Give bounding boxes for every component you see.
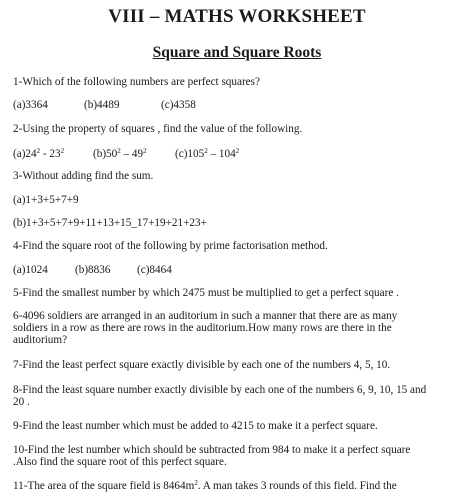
question-11 [13, 480, 397, 493]
question-6-line-2: soldiers in a row as there are rows in the auditorium.How many rows are there in the [13, 322, 392, 334]
question-9: 9-Find the least number which must be added to 4215 to make it a perfect square. [13, 420, 378, 432]
q2-a-base2: - 23 [40, 148, 61, 160]
question-4-options [13, 264, 172, 277]
q2-option-a [13, 148, 93, 161]
q2-c-exponent1: 2 [204, 147, 208, 155]
q2-option-c [175, 148, 239, 161]
q2-a-base1: (a)24 [13, 148, 37, 160]
question-3: 3-Without adding find the sum. [13, 170, 154, 182]
question-2-options [13, 148, 239, 161]
q2-a-exponent2: 2 [60, 147, 65, 155]
question-6-line-1: 6-4096 soldiers are arranged in an auditorium in such a manner that there are as many [13, 310, 398, 322]
q11-text-end: . A man takes 3 rounds of this field. Find the [197, 480, 397, 492]
q1-option-c: (c)4358 [161, 99, 196, 111]
question-1: 1-Which of the following numbers are perfect squares? [13, 76, 260, 88]
question-7: 7-Find the least perfect square exactly divisible by each one of the numbers 4, 5, 10. [13, 359, 391, 371]
q1-option-a: (a)3364 [13, 99, 48, 111]
q4-option-a: (a)1024 [13, 264, 48, 276]
q3-option-a: (a)1+3+5+7+9 [13, 194, 79, 206]
q2-c-base2: – 104 [207, 148, 236, 160]
question-8-line-1: 8-Find the least square number exactly divisible by each one of the numbers 6, 9, 10, 15 and [13, 384, 427, 396]
q2-b-exponent1: 2 [117, 147, 121, 155]
question-6-line-3: auditorium? [13, 334, 68, 346]
q11-text-start: 11-The area of the square field is 8464m [13, 480, 195, 492]
q2-b-base1: (b)50 [93, 148, 118, 160]
question-4: 4-Find the square root of the following by prime factorisation method. [13, 240, 328, 252]
question-2: 2-Using the property of squares , find the value of the following. [13, 123, 303, 135]
q3-option-b: (b)1+3+5+7+9+11+13+15_17+19+21+23+ [13, 217, 207, 229]
q4-option-c: (c)8464 [137, 264, 172, 276]
worksheet-title: VIII – MATHS WORKSHEET [108, 6, 366, 27]
q4-option-b: (b)8836 [75, 264, 111, 276]
question-10-line-1: 10-Find the lest number which should be subtracted from 984 to make it a perfect square [13, 444, 411, 456]
q11-exponent: 2 [194, 479, 198, 487]
q2-option-b [93, 148, 175, 161]
q2-c-base1: (c)105 [175, 148, 205, 160]
q2-a-exponent1: 2 [36, 147, 41, 155]
question-8-line-2: 20 . [13, 396, 30, 408]
question-5: 5-Find the smallest number by which 2475 must be multiplied to get a perfect square . [13, 287, 399, 299]
q2-c-exponent2: 2 [235, 147, 240, 155]
question-10-line-2: .Also find the square root of this perfect square. [13, 456, 227, 468]
q2-b-base2: – 49 [120, 148, 144, 160]
question-1-options [13, 99, 196, 112]
q1-option-b: (b)4489 [84, 99, 120, 111]
q2-b-exponent2: 2 [143, 147, 147, 155]
worksheet-subtitle: Square and Square Roots [152, 44, 322, 61]
